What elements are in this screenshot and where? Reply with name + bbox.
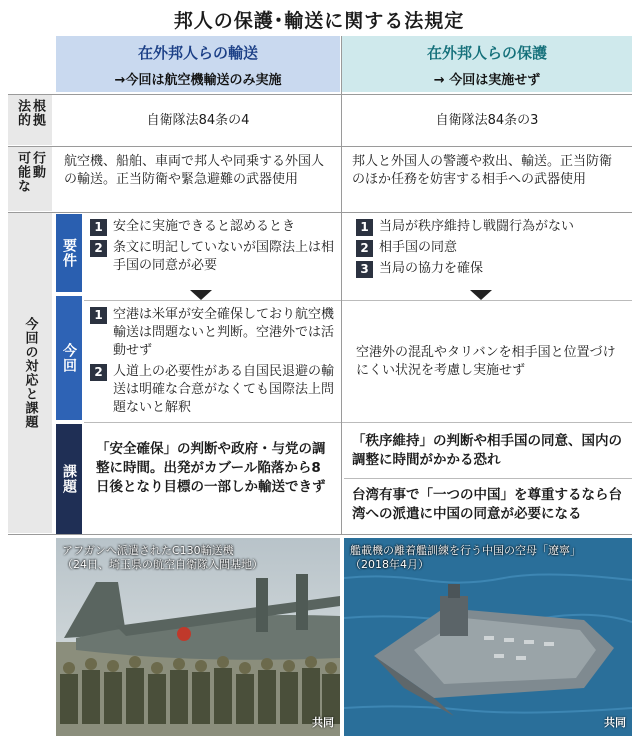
issues-protection-1: 「秩序維持」の判断や相手国の同意、国内の調整に時間がかかる恐れ xyxy=(352,433,622,468)
header-transport-title: 在外邦人らの輸送 xyxy=(137,44,258,62)
photo-liaoning xyxy=(344,538,632,736)
header-transport xyxy=(56,36,340,92)
sub-label-requirements: 要件 xyxy=(56,214,82,292)
requirement-item: 1 安全に実施できると認めるとき xyxy=(90,218,336,236)
requirements-transport xyxy=(90,218,336,278)
photo-c130-credit: 共同 xyxy=(312,716,334,729)
header-protection-title: 在外邦人らの保護 xyxy=(426,44,547,62)
this-time-item: 1 空港は米軍が安全確保しており航空機輸送は問題ないと判断。空港外では活動せず xyxy=(90,306,338,360)
requirement-item: 2 条文に明記していないが国際法上は相手国の同意が必要 xyxy=(90,239,336,275)
requirement-item: 1 当局が秩序維持し戦闘行為がない xyxy=(356,218,626,236)
row-label-possible-actions xyxy=(8,147,52,211)
this-time-protection: 空港外の混乱やタリバンを相手国と位置づけにくい状況を考慮し実施せず xyxy=(356,345,616,378)
issues-transport: 「安全確保」の判断や政府・与党の調整に時間。出発がカブール陥落から8日後となり目標の一部しか輸送できず xyxy=(96,441,326,495)
down-arrow-icon xyxy=(470,290,492,300)
photo-c130 xyxy=(56,538,340,736)
row-label-possible-actions-col2: 行動 xyxy=(30,151,45,179)
legal-basis-transport: 自衛隊法84条の4 xyxy=(146,113,250,128)
requirements-protection xyxy=(356,218,626,281)
row-label-response-text: 今回の対応と課題 xyxy=(22,317,38,429)
sub-label-this-time: 今回 xyxy=(56,296,82,420)
divider xyxy=(84,422,632,423)
legal-basis-protection: 自衛隊法84条の3 xyxy=(435,113,539,128)
divider xyxy=(8,212,632,213)
photo-c130-caption: アフガンへ派遣されたC130輸送機 （24日、埼玉県の航空自衛隊入間基地） xyxy=(62,544,263,571)
header-protection xyxy=(342,36,632,92)
column-divider xyxy=(341,36,342,534)
issues-protection-2: 台湾有事で「一つの中国」を尊重するなら台湾への派遣に中国の同意が必要になる xyxy=(352,487,622,522)
row-label-possible-actions-col1: 可能な xyxy=(15,151,30,193)
header-protection-note: → 今回は実施せず xyxy=(433,73,541,88)
possible-actions-protection: 邦人と外国人の警護や救出、輸送。正当防衛のほか任務を妨害する相手への武器使用 xyxy=(352,154,613,187)
divider xyxy=(84,300,632,301)
requirement-item: 3 当局の協力を確保 xyxy=(356,260,626,278)
photo-liaoning-caption: 艦載機の離着艦訓練を行う中国の空母「遼寧」 （2018年4月） xyxy=(350,544,581,571)
row-label-response xyxy=(8,213,52,533)
divider xyxy=(8,146,632,147)
requirement-item: 2 相手国の同意 xyxy=(356,239,626,257)
divider xyxy=(8,94,632,95)
divider xyxy=(344,478,632,479)
photo-liaoning-credit: 共同 xyxy=(604,716,626,729)
down-arrow-icon xyxy=(190,290,212,300)
row-label-legal-basis-col2: 根拠 xyxy=(30,99,45,127)
divider xyxy=(8,534,632,535)
this-time-transport xyxy=(90,306,338,420)
this-time-item: 2 人道上の必要性がある自国民退避の輸送は明確な合意がなくても国際法上問題ないと解釈 xyxy=(90,363,338,417)
row-label-legal-basis-col1: 法的 xyxy=(15,99,30,127)
header-transport-note: →今回は航空機輸送のみ実施 xyxy=(114,73,282,88)
page-title: 邦人の保護･輸送に関する法規定 xyxy=(173,10,465,32)
sub-label-issues: 課題 xyxy=(56,424,82,534)
possible-actions-transport: 航空機、船舶、車両で邦人や同乗する外国人の輸送。正当防衛や緊急避難の武器使用 xyxy=(64,154,325,187)
row-label-legal-basis xyxy=(8,95,52,145)
